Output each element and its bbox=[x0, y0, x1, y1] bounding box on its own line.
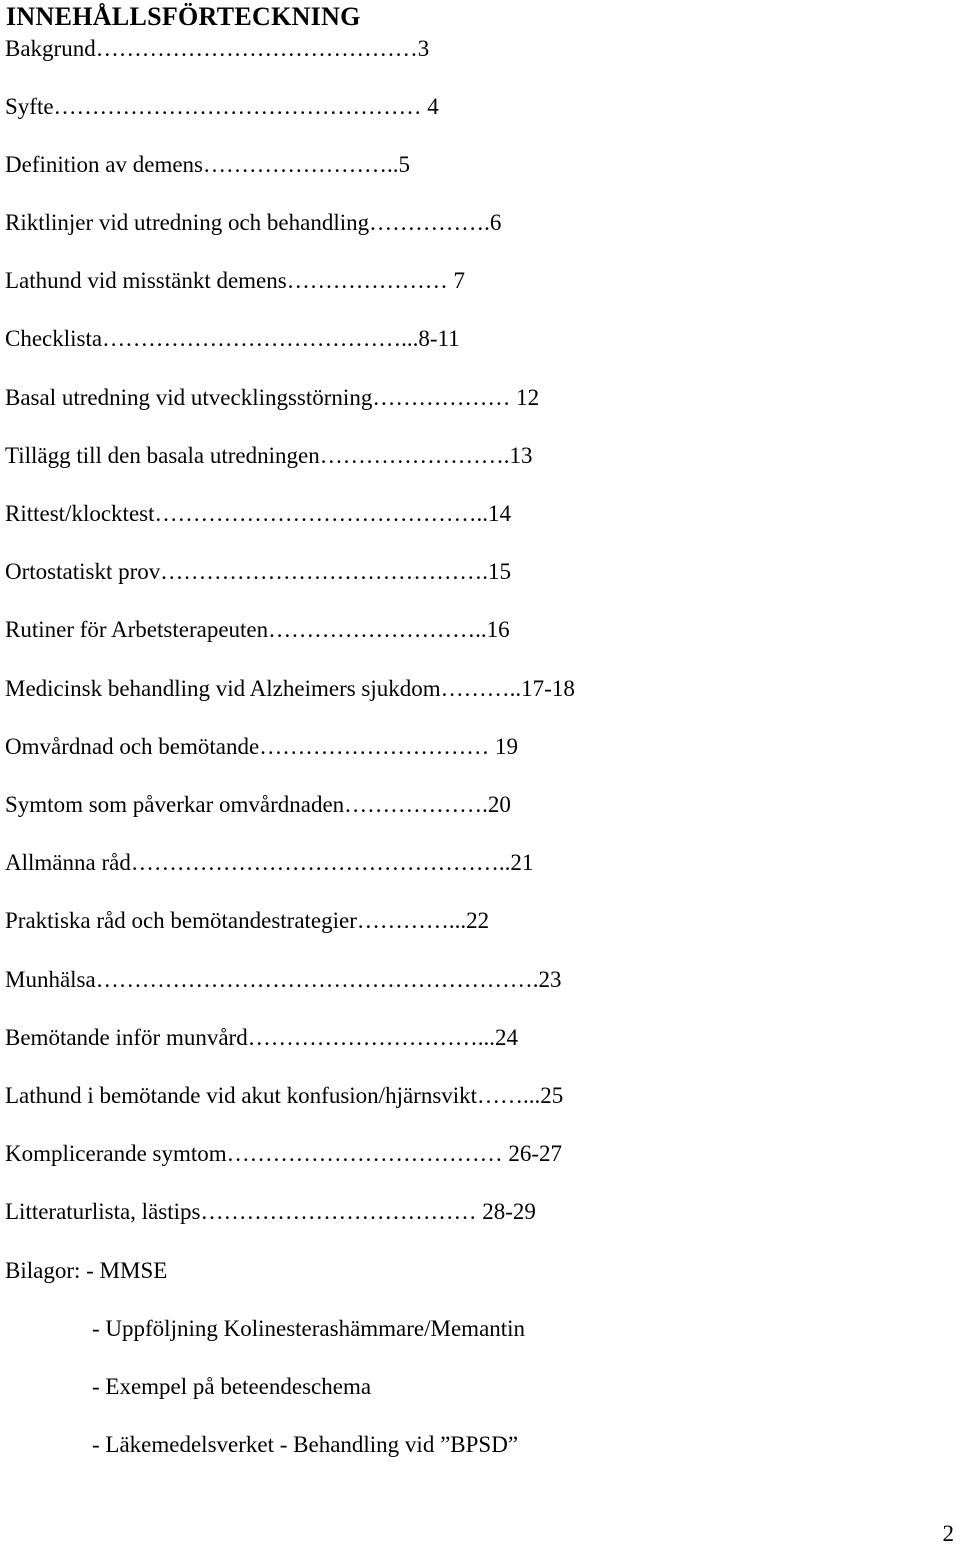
attachment-item: - Läkemedelsverket - Behandling vid ”BPSD” bbox=[92, 1432, 519, 1457]
attachment-item: - Uppföljning Kolinesterashämmare/Memantin bbox=[92, 1316, 526, 1341]
toc-entry: Omvårdnad och bemötande………………………… 19 bbox=[5, 734, 518, 759]
toc-entry: Riktlinjer vid utredning och behandling…………….6 bbox=[5, 210, 502, 235]
toc-heading: INNEHÅLLSFÖRTECKNING bbox=[6, 2, 361, 31]
toc-entry: Syfte………………………………………… 4 bbox=[5, 94, 439, 119]
toc-entry: Litteraturlista, lästips……………………………… 28-29 bbox=[5, 1199, 536, 1224]
toc-entry: Ortostatiskt prov…………………………………….15 bbox=[5, 559, 511, 584]
toc-entry: Lathund vid misstänkt demens………………… 7 bbox=[5, 268, 465, 293]
toc-entry: Komplicerande symtom……………………………… 26-27 bbox=[5, 1141, 563, 1166]
toc-entry: Munhälsa………………………………………………….23 bbox=[5, 967, 562, 992]
toc-entry: Symtom som påverkar omvårdnaden……………….20 bbox=[5, 792, 511, 817]
toc-entry: Tillägg till den basala utredningen…………………….13 bbox=[5, 443, 533, 468]
toc-entry: Checklista…………………………………...8-11 bbox=[5, 326, 460, 351]
toc-entry: Rittest/klocktest……………………………………..14 bbox=[5, 501, 511, 526]
toc-entry: Definition av demens……………………..5 bbox=[5, 152, 411, 177]
page-number: 2 bbox=[942, 1521, 954, 1546]
toc-entry: Medicinsk behandling vid Alzheimers sjukdom………..17-18 bbox=[5, 676, 575, 701]
toc-entry: Bemötande inför munvård…………………………...24 bbox=[5, 1025, 518, 1050]
toc-entry: Praktiska råd och bemötandestrategier…………...22 bbox=[5, 908, 490, 933]
toc-entry: Allmänna råd…………………………………………..21 bbox=[5, 850, 534, 875]
toc-entry: Bakgrund……………………………………3 bbox=[5, 36, 430, 61]
toc-entry-attachments: Bilagor: - MMSE bbox=[5, 1258, 168, 1283]
toc-entry: Lathund i bemötande vid akut konfusion/hjärnsvikt……...25 bbox=[5, 1083, 564, 1108]
attachment-item: - Exempel på beteendeschema bbox=[92, 1374, 372, 1399]
toc-entry: Rutiner för Arbetsterapeuten………………………..16 bbox=[5, 617, 510, 642]
toc-entry: Basal utredning vid utvecklingsstörning……………… 12 bbox=[5, 385, 540, 410]
